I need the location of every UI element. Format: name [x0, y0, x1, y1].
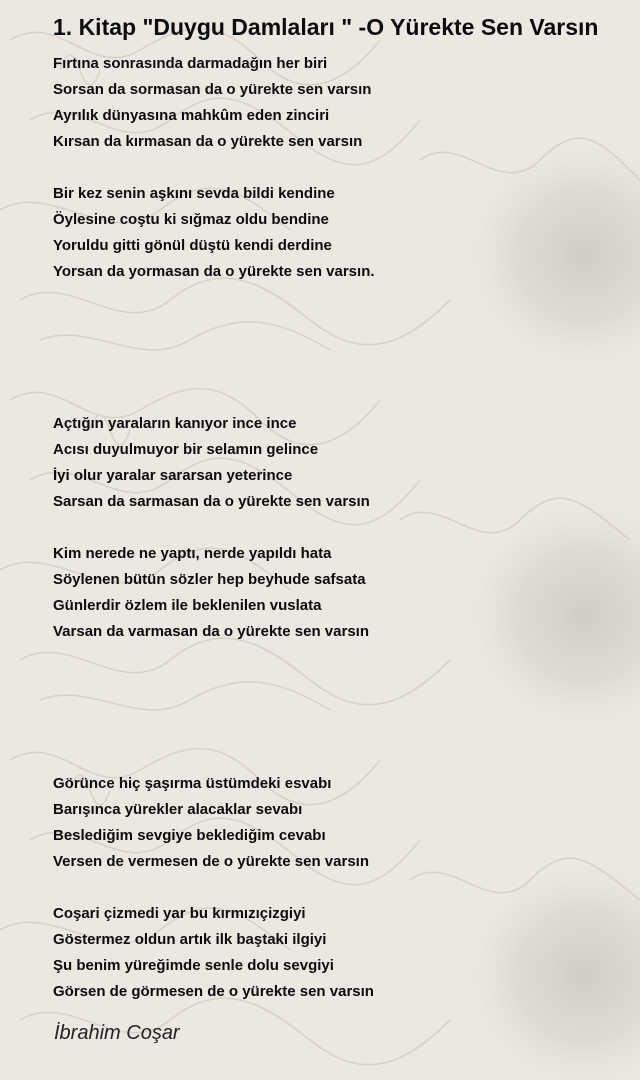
poem-line: Görsen de görmesen de o yürekte sen varsın: [53, 983, 374, 1000]
ink-blot-decoration: [470, 145, 640, 1080]
poem-line: İyi olur yaralar sararsan yeterince: [53, 467, 293, 484]
poem-line: Fırtına sonrasında darmadağın her biri: [53, 55, 328, 72]
poem-line: Varsan da varmasan da o yürekte sen varsın: [53, 623, 370, 640]
poem-line: Söylenen bütün sözler hep beyhude safsata: [53, 571, 366, 588]
poem-title: 1. Kitap "Duygu Damlaları " -O Yürekte Sen Varsın: [53, 14, 599, 40]
poem-line: Beslediğim sevgiye beklediğim cevabı: [53, 827, 326, 844]
title-region: [0, 0, 640, 60]
poem-line: Şu benim yüreğimde senle dolu sevgiyi: [53, 957, 334, 974]
poem-line: Yorsan da yormasan da o yürekte sen varsın.: [53, 263, 375, 280]
poem-line: Ayrılık dünyasına mahkûm eden zinciri: [53, 107, 330, 124]
poem-line: Sarsan da sarmasan da o yürekte sen varsın: [53, 493, 370, 510]
poem-line: Görünce hiç şaşırma üstümdeki esvabı: [53, 775, 332, 792]
poem-line: Kim nerede ne yaptı, nerde yapıldı hata: [53, 545, 332, 562]
poem-line: Öylesine coştu ki sığmaz oldu bendine: [53, 211, 329, 228]
poem-line: Göstermez oldun artık ilk baştaki ilgiyi: [53, 931, 327, 948]
poem-line: Açtığın yaraların kanıyor ince ince: [53, 415, 297, 432]
poem-line: Versen de vermesen de o yürekte sen varsın: [53, 853, 370, 870]
poem-line: Günlerdir özlem ile beklenilen vuslata: [53, 597, 322, 614]
poem-line: Barışınca yürekler alacaklar sevabı: [53, 801, 303, 818]
poem-line: Coşari çizmedi yar bu kırmızıçizgiyi: [53, 905, 306, 922]
poem-line: Kırsan da kırmasan da o yürekte sen varsın: [53, 133, 363, 150]
poem-line: Bir kez senin aşkını sevda bildi kendine: [53, 185, 335, 202]
poem-line: Yoruldu gitti gönül düştü kendi derdine: [53, 237, 332, 254]
poem-line: Acısı duyulmuyor bir selamın gelince: [53, 441, 319, 458]
poem-line: Sorsan da sormasan da o yürekte sen varsın: [53, 81, 372, 98]
author-name: İbrahim Coşar: [54, 1022, 180, 1044]
